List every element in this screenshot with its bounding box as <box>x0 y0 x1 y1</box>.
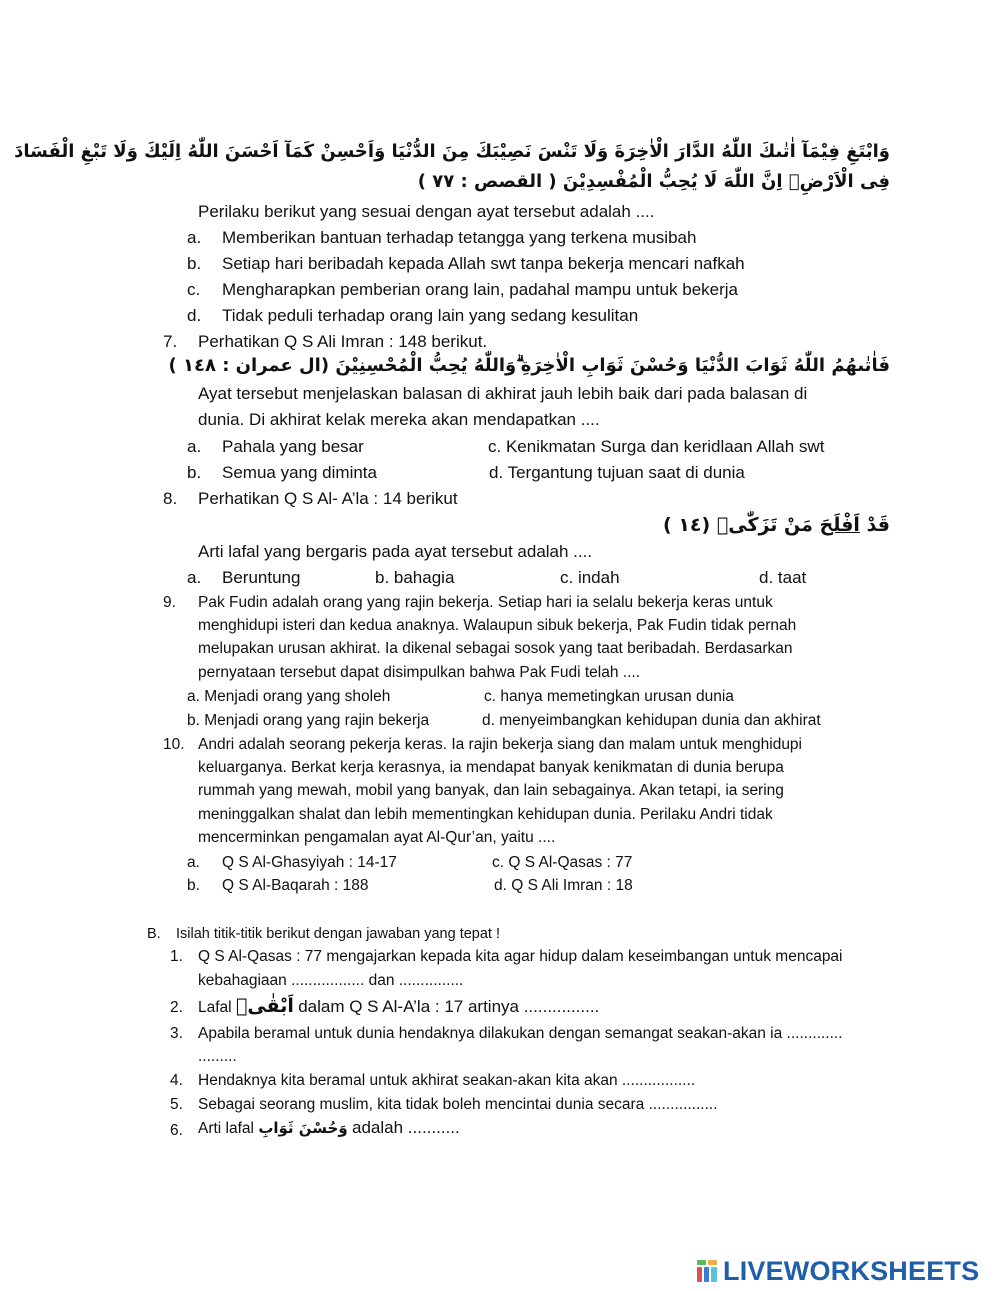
q6-option-a-text[interactable]: Memberikan bantuan terhadap tetangga yang terkena musibah <box>222 228 697 247</box>
section-b-title: Isilah titik-titik berikut dengan jawaban yang tepat ! <box>176 926 501 942</box>
q7-option-c[interactable]: c. Kenikmatan Surga dan keridlaan Allah swt <box>488 437 825 456</box>
q7-intro: Perhatikan Q S Ali Imran : 148 berikut. <box>198 332 488 351</box>
b1-line2[interactable]: kebahagiaan ................. dan ............... <box>198 972 464 989</box>
q6-option-d-text[interactable]: Tidak peduli terhadap orang lain yang sedang kesulitan <box>222 306 639 325</box>
q10-line-4: meninggalkan shalat dan lebih mementingkan kehidupan dunia. Perilaku Andri tidak <box>198 806 773 823</box>
q9-line-4: pernyataan tersebut dapat disimpulkan bahwa Pak Fudi telah .... <box>198 664 641 681</box>
b1-line1: Q S Al-Qasas : 77 mengajarkan kepada kita agar hidup dalam keseimbangan untuk mencapai <box>198 948 843 965</box>
q6-arabic-line2: فِى الْاَرْضِۗ اِنَّ اللّٰهَ لَا يُحِبُّ الْمُفْسِدِيْنَ ( القصص : ٧٧ ) <box>417 171 890 192</box>
b6-number: 6. <box>170 1122 183 1139</box>
q6-option-b-letter: b. <box>187 254 202 273</box>
q8-option-b[interactable]: b. bahagia <box>375 568 455 587</box>
q7-option-b-letter: b. <box>187 463 202 482</box>
b3-number: 3. <box>170 1025 183 1042</box>
q7-question-line1: Ayat tersebut menjelaskan balasan di akhirat jauh lebih baik dari pada balasan di <box>198 384 808 403</box>
q10-option-a-letter: a. <box>187 854 200 871</box>
q7-question-line2: dunia. Di akhirat kelak mereka akan mendapatkan .... <box>198 410 600 429</box>
logo-block-blue <box>704 1267 709 1282</box>
q10-number: 10. <box>163 736 185 753</box>
b2-prefix: Lafal <box>198 999 232 1016</box>
b4-text[interactable]: Hendaknya kita beramal untuk akhirat seakan-akan kita akan ................. <box>198 1072 696 1089</box>
q7-option-a-letter: a. <box>187 437 202 456</box>
logo-block-green <box>697 1260 706 1265</box>
b2-number: 2. <box>170 999 183 1016</box>
q8-arabic-underlined: اَفْلَحَ <box>819 514 860 536</box>
q6-question: Perilaku berikut yang sesuai dengan ayat tersebut adalah .... <box>198 202 655 221</box>
logo-block-red <box>697 1267 702 1282</box>
q7-number: 7. <box>163 332 178 351</box>
q6-arabic-line1: وَابْتَغِ فِيْمَآ اٰتٰىكَ اللّٰهُ الدَّارَ الْاٰخِرَةَ وَلَا تَنْسَ نَصِيْبَكَ مِنَ الدُّنْيَا وَاَحْسِنْ كَمَآ اَحْسَنَ اللّٰهُ اِلَيْكَ وَلَا تَبْغِ الْفَسَادَ <box>14 141 890 162</box>
liveworksheets-logo <box>696 1256 979 1286</box>
q8-arabic-prefix: قَدْ <box>866 514 890 536</box>
b2-line[interactable] <box>198 995 599 1017</box>
q9-option-a[interactable]: a. Menjadi orang yang sholeh <box>187 688 391 705</box>
q10-option-b-text[interactable]: Q S Al-Baqarah : 188 <box>222 877 369 894</box>
q9-option-b[interactable]: b. Menjadi orang yang rajin bekerja <box>187 712 430 729</box>
q8-intro: Perhatikan Q S Al- A’la : 14 berikut <box>198 489 458 508</box>
q10-line-5: mencerminkan pengamalan ayat Al-Qur’an, yaitu .... <box>198 829 556 846</box>
b4-number: 4. <box>170 1072 183 1089</box>
q10-line-1: Andri adalah seorang pekerja keras. Ia rajin bekerja siang dan malam untuk menghidupi <box>198 736 803 753</box>
b5-text[interactable]: Sebagai seorang muslim, kita tidak boleh mencintai dunia secara ................ <box>198 1096 718 1113</box>
b1-number: 1. <box>170 948 183 965</box>
q7-option-a-text[interactable]: Pahala yang besar <box>222 437 364 456</box>
b6-line[interactable] <box>198 1118 460 1138</box>
q6-option-d-letter: d. <box>187 306 202 325</box>
b5-number: 5. <box>170 1096 183 1113</box>
q8-option-a-text[interactable]: Beruntung <box>222 568 301 587</box>
q9-line-1: Pak Fudin adalah orang yang rajin bekerja. Setiap hari ia selalu bekerja keras untuk <box>198 594 773 611</box>
q8-arabic-suffix: مَنْ تَزَكّٰىۙ (١٤ ) <box>663 514 813 536</box>
q6-option-b-text[interactable]: Setiap hari beribadah kepada Allah swt tanpa bekerja mencari nafkah <box>222 254 745 273</box>
q6-option-c-letter: c. <box>187 280 201 299</box>
q8-question: Arti lafal yang bergaris pada ayat tersebut adalah .... <box>198 542 593 561</box>
liveworksheets-logo-icon <box>696 1258 718 1284</box>
q9-option-d[interactable]: d. menyeimbangkan kehidupan dunia dan akhirat <box>482 712 821 729</box>
q6-option-c-text[interactable]: Mengharapkan pemberian orang lain, padahal mampu untuk bekerja <box>222 280 739 299</box>
b6-arabic: وَحُسْنَ ثَوَابِ <box>258 1119 348 1137</box>
q10-line-2: keluarganya. Berkat kerja kerasnya, ia mendapat banyak kenikmatan di dunia berupa <box>198 759 784 776</box>
liveworksheets-logo-text: LIVEWORKSHEETS <box>723 1255 980 1286</box>
q6-option-a-letter: a. <box>187 228 202 247</box>
q9-number: 9. <box>163 594 176 611</box>
q8-arabic <box>663 514 890 536</box>
q10-option-b-letter: b. <box>187 877 200 894</box>
q10-option-c[interactable]: c. Q S Al-Qasas : 77 <box>492 854 633 871</box>
b2-suffix: dalam Q S Al-A’la : 17 artinya ................ <box>298 997 600 1016</box>
q9-option-c[interactable]: c. hanya memetingkan urusan dunia <box>484 688 734 705</box>
q10-option-a-text[interactable]: Q S Al-Ghasyiyah : 14-17 <box>222 854 397 871</box>
q10-line-3: rummah yang mewah, mobil yang banyak, dan lain sebagainya. Akan tetapi, ia sering <box>198 782 784 799</box>
q8-option-d[interactable]: d. taat <box>759 568 807 587</box>
q8-option-c[interactable]: c. indah <box>560 568 620 587</box>
b6-prefix: Arti lafal <box>198 1120 254 1137</box>
q8-option-a-letter: a. <box>187 568 202 587</box>
q7-option-b-text[interactable]: Semua yang diminta <box>222 463 377 482</box>
section-b-label: B. <box>147 926 161 942</box>
logo-block-lightblue <box>711 1267 717 1282</box>
b2-arabic: اَبْقٰىۗ <box>235 995 294 1017</box>
b3-line1: Apabila beramal untuk dunia hendaknya dilakukan dengan semangat seakan-akan ia ............. <box>198 1025 843 1042</box>
q10-option-d[interactable]: d. Q S Ali Imran : 18 <box>494 877 633 894</box>
b6-suffix: adalah ........... <box>352 1118 460 1137</box>
q7-arabic: فَاٰتٰىهُمُ اللّٰهُ ثَوَابَ الدُّنْيَا وَحُسْنَ ثَوَابِ الْاٰخِرَةِ ۗوَاللّٰهُ يُحِبُّ الْمُحْسِنِيْنَ (ال عمران : ١٤٨ ) <box>168 355 890 376</box>
q9-line-2: menghidupi isteri dan kedua anaknya. Walaupun sibuk bekerja, Pak Fudin tidak pernah <box>198 617 797 634</box>
logo-block-yellow <box>708 1260 717 1265</box>
b3-line2[interactable]: ......... <box>198 1048 237 1065</box>
q7-option-d[interactable]: d. Tergantung tujuan saat di dunia <box>489 463 745 482</box>
q9-line-3: melupakan urusan akhirat. Ia dikenal sebagai sosok yang taat beribadah. Berdasarkan <box>198 640 793 657</box>
q8-number: 8. <box>163 489 178 508</box>
